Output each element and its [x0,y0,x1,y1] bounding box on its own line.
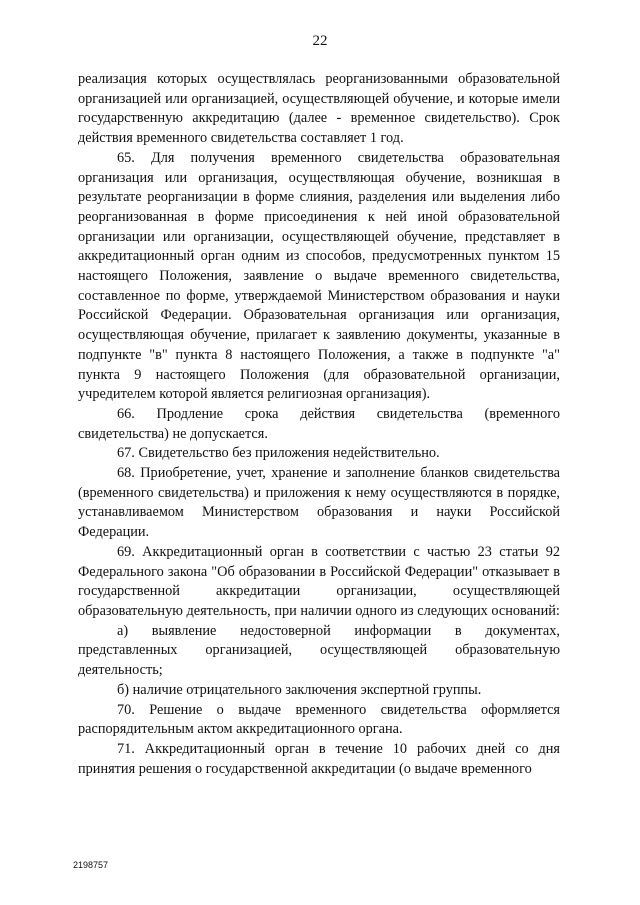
page-number: 22 [312,33,328,49]
paragraph-69: 69. Аккредитационный орган в соответствии с частью 23 статьи 92 Федерального закона "Об образовании в Российской Федерации" отказывает в государственной аккредитации организации, осуществляющей образовательную деятельность, при наличии одного из следующих оснований: [78,543,560,619]
paragraph-continuation: реализация которых осуществлялась реорганизованными образовательной организацией или организацией, осуществляющей обучение, и которые имели государственную аккредитацию (далее - временное свидетельство). Срок действия временного свидетельства составляет 1 год. [78,71,560,147]
paragraph-70: 70. Решение о выдаче временного свидетельства оформляется распорядительным актом аккредитационного органа. [78,701,560,738]
paragraph-67: 67. Свидетельство без приложения недействительно. [117,445,440,462]
paragraph-68: 68. Приобретение, учет, хранение и заполнение бланков свидетельства (временного свидетельства) и приложения к нему осуществляются в порядке, устанавливаемом Министерством образования и науки Российской Федерации. [78,465,560,541]
paragraph-65: 65. Для получения временного свидетельства образовательная организация или организация, осуществляющая обучение, возникшая в результате реорганизации в форме слияния, разделения или выделения либо реорганизованная в форме присоединения к ней иной образовательной организации или организации, осуществляющей обучение, представляет в аккредитационный орган одним из способов, предусмотренных пунктом 15 настоящего Положения, заявление о выдаче временного свидетельства, составленное по форме, утверждаемой Министерством образования и науки Российской Федерации. Образовательная организация или организация, осуществляющая обучение, прилагает к заявлению документы, указанные в подпункте "в" пункта 8 настоящего Положения, а также в подпункте "а" пункта 9 настоящего Положения (для образовательной организации, учредителем которой является религиозная организация). [78,149,560,403]
paragraph-71: 71. Аккредитационный орган в течение 10 рабочих дней со дня принятия решения о государственной аккредитации (о выдаче временного [78,740,560,777]
document-code: 2198757 [73,860,109,870]
paragraph-66: 66. Продление срока действия свидетельства (временного свидетельства) не допускается. [78,405,560,442]
paragraph-69-item-a: а) выявление недостоверной информации в документах, представленных организацией, осуществляющей образовательную деятельность; [78,622,560,679]
paragraph-69-item-b: б) наличие отрицательного заключения экспертной группы. [117,681,482,698]
document-body [78,70,560,779]
